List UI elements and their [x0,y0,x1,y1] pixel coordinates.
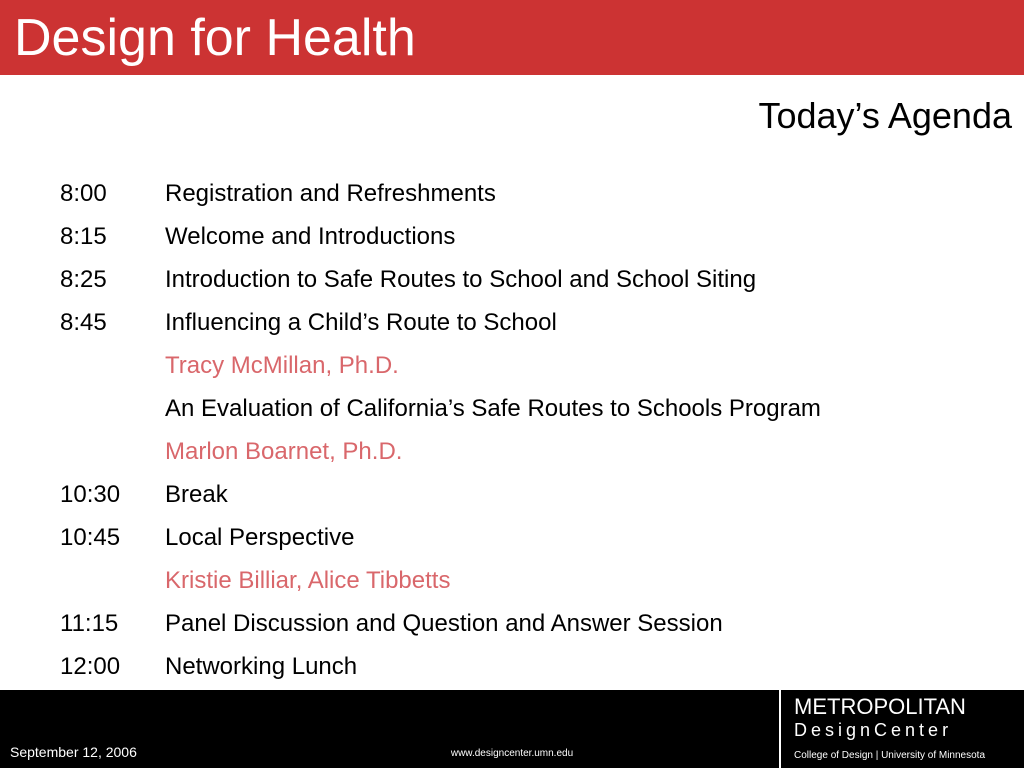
agenda-time: 10:45 [60,524,121,551]
agenda-item: Local Perspective [165,524,355,551]
slide-title: Today’s Agenda [758,95,1012,136]
agenda-speaker-row [60,430,1000,473]
footer-url[interactable]: www.designcenter.umn.edu [450,748,574,759]
agenda-row [60,473,1000,516]
agenda-list [60,172,1000,688]
header-bar [0,0,1024,75]
agenda-item: Influencing a Child’s Route to School [165,309,557,336]
agenda-row [60,602,1000,645]
logo-line-college: College of Design | University of Minnesota [794,750,986,761]
agenda-row [60,301,1000,344]
agenda-row [60,387,1000,430]
agenda-speaker: Kristie Billiar, Alice Tibbetts [165,567,451,594]
agenda-item: Networking Lunch [165,653,358,680]
agenda-time: 12:00 [60,653,121,680]
agenda-time: 8:25 [60,266,107,293]
agenda-speaker-row [60,344,1000,387]
agenda-item: Registration and Refreshments [165,180,496,207]
agenda-time: 10:30 [60,481,121,508]
agenda-row [60,215,1000,258]
header-title: Design for Health [14,9,416,67]
footer-bar [0,690,1024,768]
agenda-row [60,516,1000,559]
agenda-time: 8:00 [60,180,107,207]
agenda-row [60,258,1000,301]
metropolitan-design-center-logo [779,690,1024,768]
agenda-item: An Evaluation of California’s Safe Routes to Schools Program [165,395,821,422]
agenda-row [60,645,1000,688]
agenda-item: Welcome and Introductions [165,223,456,250]
footer-date: September 12, 2006 [10,744,137,760]
logo-line-design-center: DesignCenter [794,720,953,740]
logo-line-metropolitan: METROPOLITAN [794,694,966,719]
agenda-speaker: Marlon Boarnet, Ph.D. [165,438,403,465]
agenda-item: Introduction to Safe Routes to School and School Siting [165,266,757,293]
agenda-time: 11:15 [60,610,119,637]
agenda-time: 8:15 [60,223,107,250]
agenda-item: Panel Discussion and Question and Answer Session [165,610,723,637]
agenda-speaker-row [60,559,1000,602]
agenda-speaker: Tracy McMillan, Ph.D. [165,352,399,379]
agenda-time: 8:45 [60,309,107,336]
agenda-row [60,172,1000,215]
logo-divider [779,690,781,768]
agenda-item: Break [165,481,228,508]
